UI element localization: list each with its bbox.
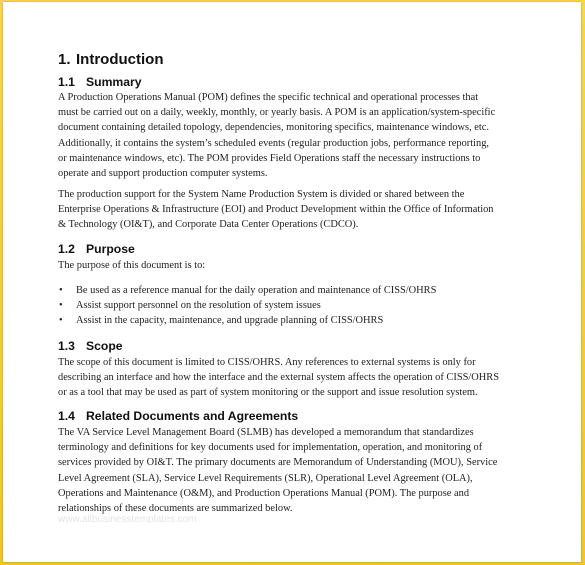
section-number: 1.4 <box>58 409 75 423</box>
section-title: Summary <box>86 75 142 89</box>
section-heading-summary <box>58 75 142 89</box>
text-line: terminology and definitions for key documents used for implementation, operation, and monitoring of <box>58 442 483 454</box>
text-line: describing an interface and how the interface and the external system affects the operation of CISS/OHRS <box>58 372 499 384</box>
text-line: operate and support production computer systems. <box>58 168 268 180</box>
text-line: Level Agreement (SLA), Service Level Requirements (SLR), Operational Level Agreement (OLA), <box>58 472 473 484</box>
section-title: Introduction <box>76 51 164 68</box>
summary-paragraph-1 <box>58 90 530 181</box>
text-line: document containing detailed topology, dependencies, monitoring specifics, maintenance windows, etc. <box>58 122 489 134</box>
list-item-text: Be used as a reference manual for the daily operation and maintenance of CISS/OHRS <box>76 285 437 296</box>
section-number: 1.1 <box>58 75 75 89</box>
text-line: Enterprise Operations & Infrastructure (EOI) and Product Development within the Office of Information <box>58 204 494 216</box>
text-line: Additionally, it contains the system’s scheduled events (regular production jobs, performance reporting, <box>58 137 490 149</box>
section-heading-scope <box>58 339 123 353</box>
document-page <box>3 2 581 562</box>
purpose-intro <box>58 258 530 273</box>
text-line: services provided by OI&T. The primary documents are Memorandum of Understanding (MOU), Service <box>58 457 498 469</box>
text-line: The production support for the System Name Production System is divided or shared between the <box>58 189 465 200</box>
section-heading-introduction <box>58 51 163 68</box>
text-line: A Production Operations Manual (POM) defines the specific technical and operational processes that <box>58 92 479 103</box>
text-line: or maintenance windows, etc). The POM provides Field Operations staff the necessary instructions to <box>58 152 481 164</box>
text-line: Operations and Maintenance (O&M), and Production Operations Manual (POM). The purpose and <box>58 487 470 499</box>
section-title: Related Documents and Agreements <box>86 409 299 423</box>
list-item-text: Assist support personnel on the resolution of system issues <box>76 300 321 312</box>
section-title: Scope <box>86 339 123 353</box>
watermark: www.allbusinesstemplates.com <box>58 514 197 525</box>
list-item <box>58 283 530 298</box>
text-line: The purpose of this document is to: <box>58 260 206 271</box>
section-heading-purpose <box>58 242 135 256</box>
section-number: 1. <box>58 51 71 68</box>
list-item-text: Assist in the capacity, maintenance, and upgrade planning of CISS/OHRS <box>76 315 384 327</box>
section-number: 1.2 <box>58 242 75 256</box>
bullet-icon: • <box>59 300 63 312</box>
text-line: The VA Service Level Management Board (SLMB) has developed a memorandum that standardizes <box>58 427 474 438</box>
section-heading-related-documents <box>58 409 298 423</box>
summary-paragraph-2 <box>58 187 530 233</box>
purpose-bullet-list <box>58 283 530 329</box>
list-item <box>58 313 530 328</box>
section-number: 1.3 <box>58 339 75 353</box>
related-documents-paragraph <box>58 425 530 516</box>
section-title: Purpose <box>86 242 135 256</box>
bullet-icon: • <box>59 285 63 296</box>
text-line: must be carried out on a daily, weekly, monthly, or yearly basis. A POM is an application/system-specific <box>58 107 496 119</box>
text-line: relationships of these documents are summarized below. <box>58 503 293 515</box>
text-line: or as a tool that may be used as part of system monitoring or the support and issue resolution system. <box>58 387 478 399</box>
bullet-icon: • <box>59 315 63 327</box>
scope-paragraph <box>58 355 530 401</box>
text-line: & Technology (OI&T), and Corporate Data Center Operations (CDCO). <box>58 219 359 231</box>
list-item <box>58 298 530 313</box>
text-line: The scope of this document is limited to CISS/OHRS. Any references to external systems is only for <box>58 357 476 368</box>
